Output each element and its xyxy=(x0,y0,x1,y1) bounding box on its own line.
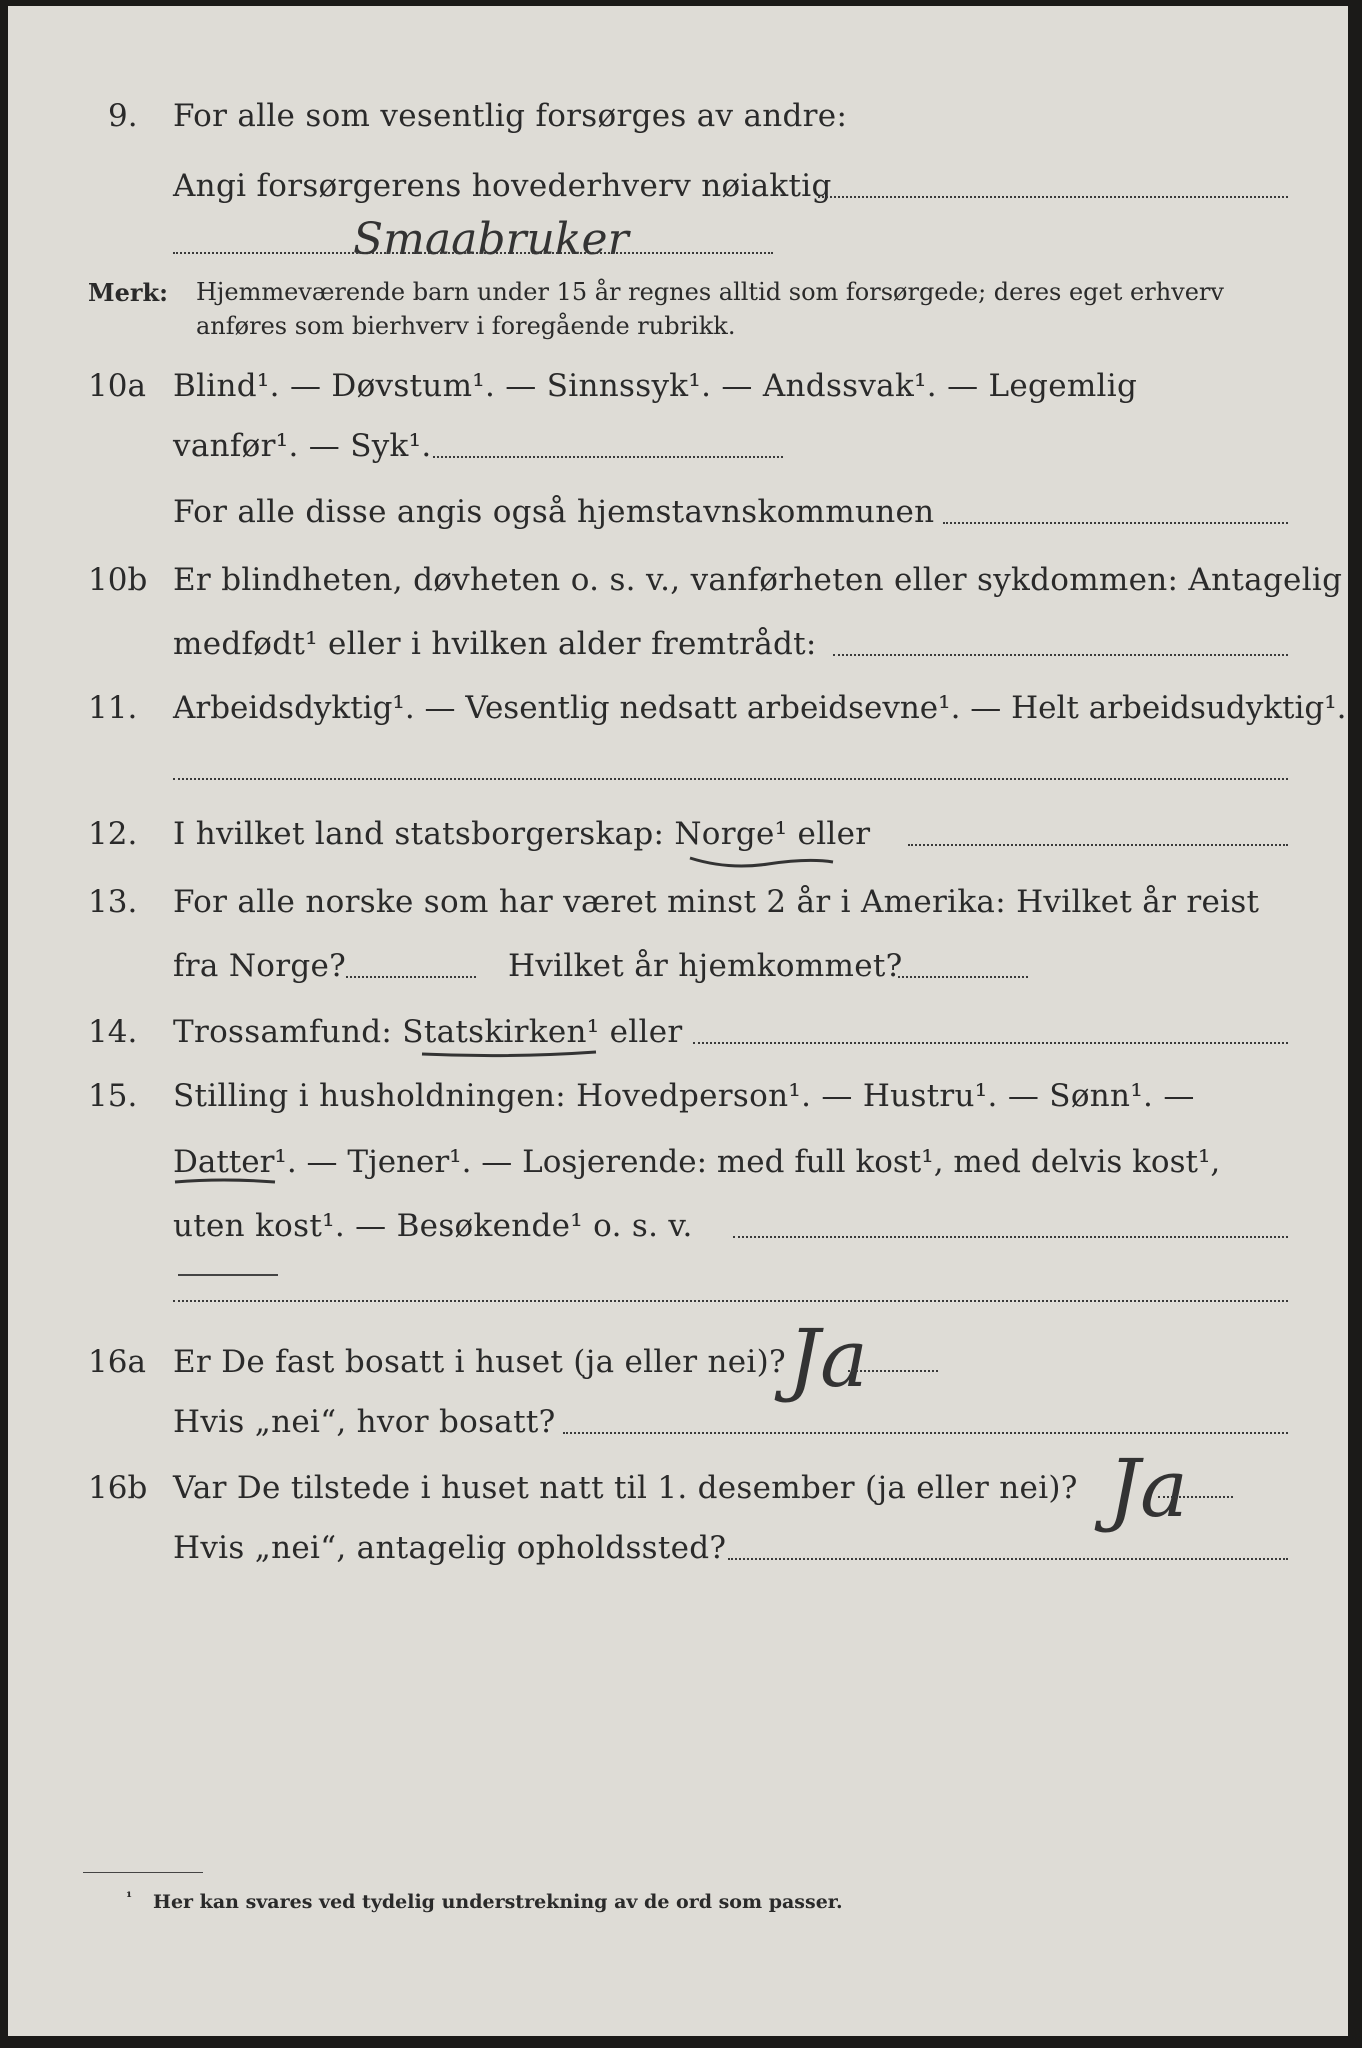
q12-number: 12. xyxy=(88,816,138,852)
q10b-line2: medfødt¹ eller i hvilken alder fremtrådt: xyxy=(173,626,817,662)
q14-statskirken-underline xyxy=(420,1048,600,1062)
q13-line2b: Hvilket år hjemkommet? xyxy=(508,948,903,984)
q15-short-stroke xyxy=(178,1274,278,1276)
q16a-number: 16a xyxy=(88,1344,146,1380)
q13-year-left-line xyxy=(346,976,476,978)
q15-number: 15. xyxy=(88,1078,138,1114)
q9-answer-line xyxy=(818,196,1288,198)
q15-answer-line xyxy=(733,1236,1288,1238)
q15-line2: Datter¹. — Tjener¹. — Losjerende: med full kost¹, med delvis kost¹, xyxy=(173,1144,1221,1180)
q10b-answer-line xyxy=(833,654,1288,656)
q12-answer-line xyxy=(908,844,1288,846)
q14-line1: Trossamfund: Statskirken¹ eller xyxy=(173,1014,683,1050)
q9-number: 9. xyxy=(108,98,138,134)
footnote-text: Her kan svares ved tydelig understrekning av de ord som passer. xyxy=(153,1891,843,1913)
footnote-rule xyxy=(83,1872,203,1873)
q16b-handwritten-answer: Ja xyxy=(1108,1442,1188,1535)
q10a-answer-line-2 xyxy=(943,522,1288,524)
q13-line1: For alle norske som har været minst 2 år i Amerika: Hvilket år reist xyxy=(173,884,1260,920)
q16a-line2: Hvis „nei“, hvor bosatt? xyxy=(173,1404,556,1440)
q16a-answer-line-2 xyxy=(563,1432,1288,1434)
q9-handwritten-answer: Smaabruker xyxy=(353,214,629,265)
q10a-line1: Blind¹. — Døvstum¹. — Sinnssyk¹. — Andssvak¹. — Legemlig xyxy=(173,368,1138,404)
merk-line2: anføres som bierhverv i foregående rubrikk. xyxy=(196,312,736,340)
q13-number: 13. xyxy=(88,884,138,920)
q10a-answer-line xyxy=(433,456,783,458)
q12-line1: I hvilket land statsborgerskap: Norge¹ eller xyxy=(173,816,871,852)
q13-line2a: fra Norge? xyxy=(173,948,347,984)
merk-label: Merk: xyxy=(88,278,168,307)
q9-line2: Angi forsørgerens hovederhverv nøiaktig xyxy=(173,168,832,204)
q14-answer-line xyxy=(693,1042,1288,1044)
q11-line1: Arbeidsdyktig¹. — Vesentlig nedsatt arbeidsevne¹. — Helt arbeidsudyktig¹. xyxy=(173,690,1347,726)
q10a-number: 10a xyxy=(88,368,146,404)
q9-answer-line-2 xyxy=(173,252,773,254)
q10a-line2: vanfør¹. — Syk¹. xyxy=(173,428,432,464)
census-form-page xyxy=(8,6,1348,2036)
q16b-answer-line xyxy=(1158,1496,1233,1498)
merk-line1: Hjemmeværende barn under 15 år regnes alltid som forsørgede; deres eget erhverv xyxy=(196,278,1224,306)
q11-number: 11. xyxy=(88,690,138,726)
q15-line1: Stilling i husholdningen: Hovedperson¹. — Hustru¹. — Sønn¹. — xyxy=(173,1078,1195,1114)
q16b-answer-line-2 xyxy=(728,1558,1288,1560)
q11-answer-line xyxy=(173,778,1288,780)
q13-year-return-line xyxy=(898,976,1028,978)
q10a-line3: For alle disse angis også hjemstavnskommunen xyxy=(173,494,935,530)
q16b-number: 16b xyxy=(88,1470,148,1506)
q10b-number: 10b xyxy=(88,562,148,598)
q16a-line1: Er De fast bosatt i huset (ja eller nei)? xyxy=(173,1344,786,1380)
q15-line3: uten kost¹. — Besøkende¹ o. s. v. xyxy=(173,1208,693,1244)
q16b-line2: Hvis „nei“, antagelig opholdssted? xyxy=(173,1530,727,1566)
q14-number: 14. xyxy=(88,1014,138,1050)
footnote-mark: ¹ xyxy=(126,1890,133,1906)
q16b-line1: Var De tilstede i huset natt til 1. desember (ja eller nei)? xyxy=(173,1470,1078,1506)
q10b-line1: Er blindheten, døvheten o. s. v., vanførheten eller sykdommen: Antagelig xyxy=(173,562,1343,598)
q15-datter-underline xyxy=(173,1176,278,1188)
q12-norge-underline xyxy=(688,852,838,872)
q16a-handwritten-answer: Ja xyxy=(788,1312,868,1405)
q9-line1: For alle som vesentlig forsørges av andre: xyxy=(173,98,848,134)
q15-answer-line-2 xyxy=(173,1300,1288,1302)
q16a-answer-line xyxy=(848,1370,938,1372)
